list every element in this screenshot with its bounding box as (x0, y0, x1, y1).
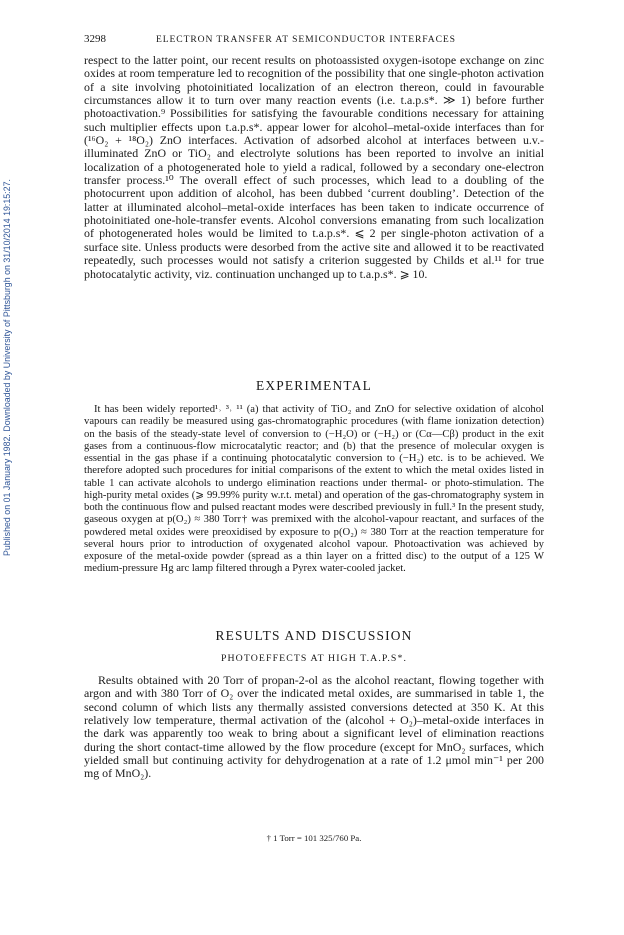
running-header (84, 33, 544, 49)
footnote: † 1 Torr = 101 325/760 Pa. (266, 833, 362, 843)
experimental-paragraph: It has been widely reported¹˒ ³˒ ¹¹ (a) that activity of TiO₂ and ZnO for selective oxidation of alcohol vapours can readily be measured using gas-chromatographic procedures (with flame ionization detection) on the basis of the steady-state level of conversion to (−H₂O) or (−H₂) or (Cα—Cβ) product in the exit gases from a continuous-flow microcatalytic reactor; and (b) that the presence of molecular oxygen is essential in the gas phase if a continuing photocatalytic conversion to (−H₂) etc. is to be achieved. We therefore adopted such procedures for initial comparisons of the extent to which the metal oxides listed in table 1 can activate alcohols to undergo elimination reactions under thermal- or photo-stimulation. The high-purity metal oxides (⩾ 99.99% purity w.r.t. metal) and operation of the gas-chromatography system in both the continuous flow and pulsed reactant modes were described previously in full.³ In the present study, gaseous oxygen at p(O₂) ≈ 380 Torr† was premixed with the alcohol-vapour reactant, and surfaces of the powdered metal oxides were preoxidised by exposure to p(O₂) ≈ 380 Torr at the reaction temperature for several hours prior to introduction of oxygenated alcohol vapour. Photoactivation was achieved by exposure of the metal-oxide powder (spread as a thin layer on a fritted disc) to the output of a 125 W medium-pressure Hg arc lamp filtered through a Pyrex water-cooled jacket. (84, 404, 544, 575)
download-watermark: Published on 01 January 1982. Downloaded by University of Pittsburgh on 31/10/2014 19:15:27. (2, 179, 12, 557)
section-heading-experimental: EXPERIMENTAL (256, 378, 372, 393)
running-title: ELECTRON TRANSFER AT SEMICONDUCTOR INTERFACES (156, 34, 456, 45)
page-number: 3298 (84, 33, 106, 45)
section-heading-results: RESULTS AND DISCUSSION (215, 628, 413, 643)
intro-paragraph: respect to the latter point, our recent results on photoassisted oxygen-isotope exchange on zinc oxides at room temperature led to recognition of the possibility that one single-photon activation of a site involving photoinitiated localization of an electron thereon, could in favourable circumstances allow it to turn over many reaction events (i.e. t.a.p.s*. ≫ 1) before further photoactivation.⁹ Possibilities for satisfying the favourable conditions necessary for attaining such multiplier effects upon t.a.p.s*. appear lower for alcohol–metal-oxide interfaces than for (¹⁶O₂ + ¹⁸O₂) ZnO interfaces. Activation of adsorbed alcohol at interfaces between u.v.-illuminated ZnO or TiO₂ and electrolyte solutions has been reported to involve an initial localization of a photogenerated hole to yield a radical, followed by a secondary one-electron transfer process.¹⁰ The overall effect of such processes, which lead to a doubling of the photocurrent upon addition of alcohol, has been dubbed ‘current doubling’. Detection of the latter at illuminated alcohol–metal-oxide interfaces has been taken to indicate occurrence of photoinitiated one-hole-transfer events. Alcohol conversions emanating from such localization of photogenerated holes would be limited to t.a.p.s*. ⩽ 2 per single-photon activation of a surface site. Unless products were desorbed from the active site and allowed it to be reactivated repeatedly, such processes would not satisfy a criterion suggested by Childs et al.¹¹ for true photocatalytic activity, viz. continuation unchanged up to t.a.p.s*. ⩾ 10. (84, 53, 544, 281)
results-paragraph: Results obtained with 20 Torr of propan-2-ol as the alcohol reactant, flowing together with argon and with 380 Torr of O₂ over the indicated metal oxides, are summarised in table 1, the second column of which lists any thermally assisted conversions detected at 350 K. At this relatively low temperature, thermal activation of the (alcohol + O₂)–metal-oxide interfaces in the dark was apparently too weak to bring about a significant level of elimination reactions during the short contact-time allowed by the flow procedure (except for MnO₂ surfaces, which yielded small but continuing activity for dehydrogenation at a rate of 1.2 μmol min⁻¹ per 200 mg of MnO₂). (84, 673, 544, 781)
subsection-heading: PHOTOEFFECTS AT HIGH T.A.P.S*. (220, 653, 408, 664)
